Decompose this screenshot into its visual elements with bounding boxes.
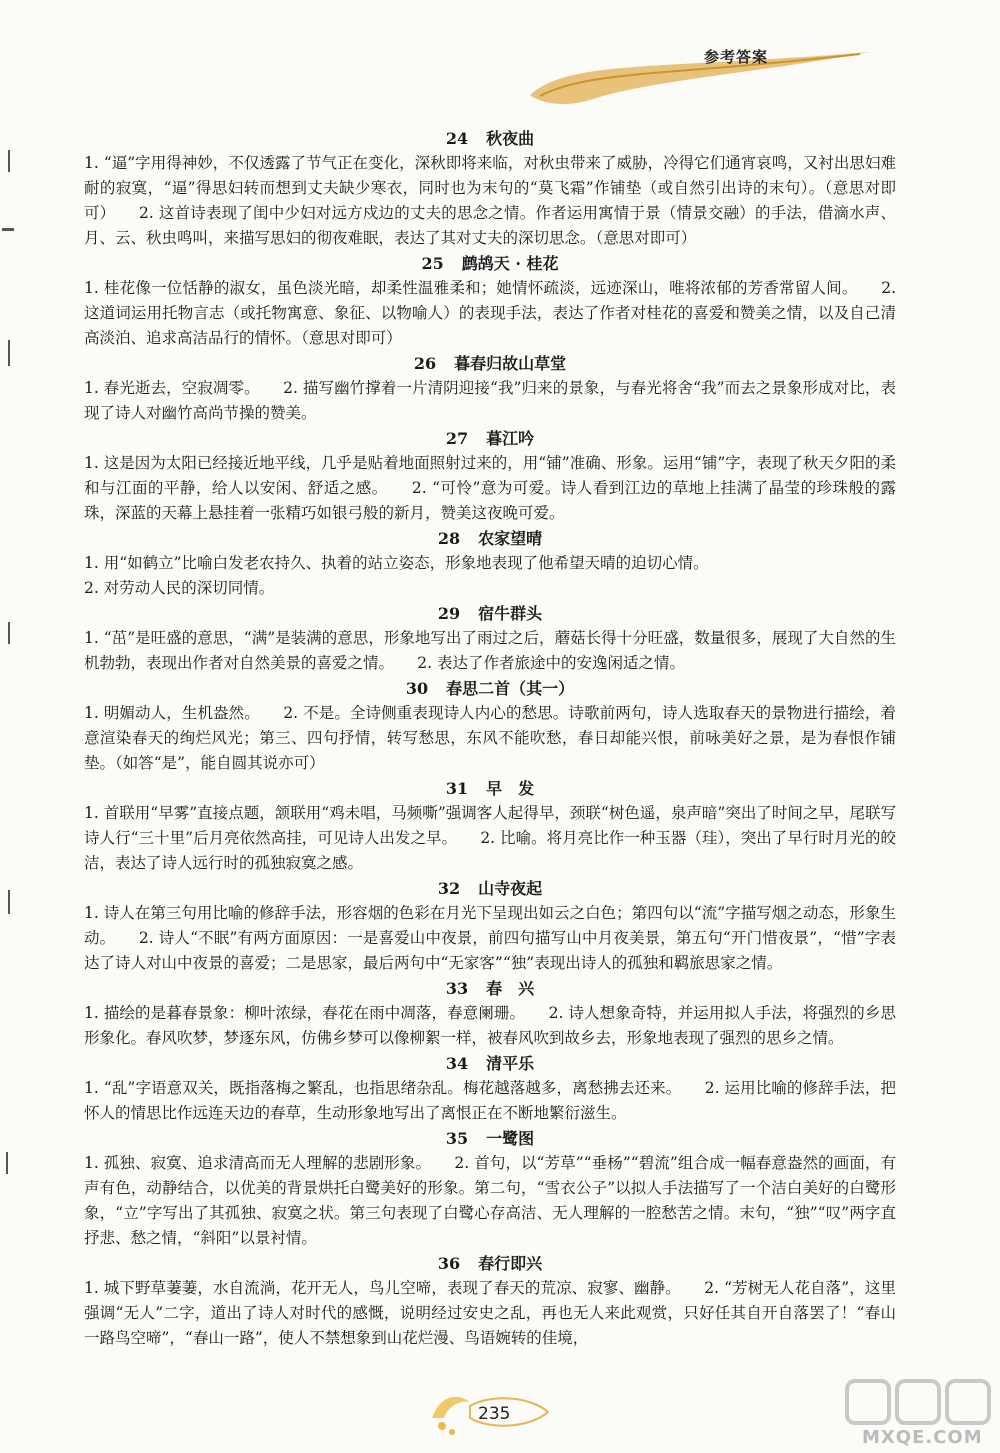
section-title bbox=[84, 601, 896, 626]
section-number: 35 bbox=[445, 1129, 469, 1148]
section-number: 30 bbox=[405, 679, 429, 698]
section-title-text: 山寺夜起 bbox=[478, 879, 543, 898]
section-title bbox=[84, 776, 896, 801]
section-number: 25 bbox=[421, 254, 444, 273]
section-title bbox=[84, 676, 896, 701]
section-title-text: 暮江吟 bbox=[486, 429, 535, 448]
header-swoosh-decoration bbox=[530, 40, 870, 110]
section-number: 32 bbox=[437, 879, 461, 898]
section-title bbox=[84, 1126, 896, 1151]
section-title-text: 一鹭图 bbox=[486, 1129, 535, 1148]
section-title-text: 早 发 bbox=[486, 779, 535, 798]
section-title bbox=[84, 1051, 896, 1076]
section-title bbox=[84, 426, 896, 451]
answer-paragraph: 2. 对劳动人民的深切同情。 bbox=[84, 579, 275, 597]
answer-paragraph: 1. 明媚动人，生机盎然。 2. 不是。全诗侧重表现诗人内心的愁思。诗歌前两句，诗人选取春天的景物进行描绘，着意渲染春天的绚烂风光；第三、四句抒情，转写愁思，东风不能吹愁，春日却能兴恨，前咏美好之景，是为春恨作铺垫。（如答“是”，能自圆其说亦可） bbox=[84, 704, 896, 772]
section-title bbox=[84, 526, 896, 551]
section-title-text: 春思二首（其一） bbox=[446, 679, 575, 698]
section-number: 28 bbox=[437, 529, 461, 548]
section-title bbox=[84, 126, 896, 151]
watermark-text: MXQE.COM bbox=[862, 1427, 983, 1448]
section-title-text: 鹧鸪天 · 桂花 bbox=[461, 254, 559, 273]
section-number: 31 bbox=[445, 779, 469, 798]
section-title-text: 暮春归故山草堂 bbox=[454, 354, 567, 373]
section-number: 26 bbox=[413, 354, 437, 373]
page-number: 235 bbox=[478, 1404, 511, 1424]
section-number: 24 bbox=[445, 129, 469, 148]
answer-paragraph: 1. “逼”字用得神妙，不仅透露了节气正在变化，深秋即将来临，对秋虫带来了威胁，冷得它们通宵哀鸣，又衬出思妇难耐的寂寞，“逼”得思妇转而想到丈夫缺少寒衣，同时也为末句的“莫飞霜”作铺垫（或自然引出诗的末句）。（意思对即可） 2. 这首诗表现了闺中少妇对远方戍边的丈夫的思念之情。作者运用寓情于景（情景交融）的手法，借滴水声、月、云、秋虫鸣叫，来描写思妇的彻夜难眠，表达了其对丈夫的深切思念。（意思对即可） bbox=[84, 154, 896, 247]
section-title bbox=[84, 1251, 896, 1276]
section-number: 27 bbox=[445, 429, 469, 448]
section-title-text: 农家望晴 bbox=[478, 529, 543, 548]
section-title-text: 秋夜曲 bbox=[486, 129, 535, 148]
answer-paragraph: 1. 城下野草萋萋，水自流淌，花开无人，鸟儿空啼，表现了春天的荒凉、寂寥、幽静。 2. “芳树无人花自落”，这里强调“无人”二字，道出了诗人对时代的感慨，说明经过安史之乱，再也无人来此观赏，只好任其自开自落罢了！“春山一路鸟空啼”，“春山一路”，使人不禁想象到山花烂漫、鸟语婉转的佳境， bbox=[84, 1279, 896, 1347]
answer-paragraph: 1. 这是因为太阳已经接近地平线，几乎是贴着地面照射过来的，用“铺”准确、形象。运用“铺”字，表现了秋天夕阳的柔和与江面的平静，给人以安闲、舒适之感。 2. “可怜”意为可爱。诗人看到江边的草地上挂满了晶莹的珍珠般的露珠，深蓝的天幕上悬挂着一张精巧如银弓般的新月，赞美这夜晚可爱。 bbox=[84, 454, 896, 522]
section-title-text: 清平乐 bbox=[486, 1054, 535, 1073]
margin-tick bbox=[8, 890, 10, 914]
section-title-text: 春 兴 bbox=[486, 979, 535, 998]
section-title bbox=[84, 351, 896, 376]
answer-paragraph: 1. “茁”是旺盛的意思，“满”是装满的意思，形象地写出了雨过之后，蘑菇长得十分旺盛，数量很多，展现了大自然的生机勃勃，表现出作者对自然美景的喜爱之情。 2. 表达了作者旅途中的安逸闲适之情。 bbox=[84, 629, 896, 672]
header-label: 参考答案 bbox=[704, 48, 769, 66]
section-title-text: 宿牛群头 bbox=[478, 604, 543, 623]
answer-paragraph: 1. 春光逝去，空寂凋零。 2. 描写幽竹撑着一片清阴迎接“我”归来的景象，与春光将舍“我”而去之景象形成对比，表现了诗人对幽竹高尚节操的赞美。 bbox=[84, 379, 896, 422]
answer-paragraph: 1. 桂花像一位恬静的淑女，虽色淡光暗，却柔性温雅柔和；她情怀疏淡，远迹深山，唯将浓郁的芳香常留人间。 2. 这道词运用托物言志（或托物寓意、象征、以物喻人）的表现手法，表达了作者对桂花的喜爱和赞美之情，以及自己清高淡泊、追求高洁品行的情怀。（意思对即可） bbox=[84, 279, 901, 347]
answer-paragraph: 1. “乱”字语意双关，既指落梅之繁乱，也指思绪杂乱。梅花越落越多，离愁拂去还来。 2. 运用比喻的修辞手法，把怀人的情思比作远连天边的春草，生动形象地写出了离恨正在不断地繁衍滋生。 bbox=[84, 1079, 896, 1122]
section-title bbox=[84, 976, 896, 1001]
margin-tick bbox=[2, 228, 14, 231]
answer-paragraph: 1. 用“如鹤立”比喻白发老农持久、执着的站立姿态，形象地表现了他希望天晴的迫切心情。 bbox=[84, 554, 709, 572]
margin-tick bbox=[8, 340, 10, 366]
answer-content bbox=[84, 126, 901, 1351]
section-number: 34 bbox=[445, 1054, 469, 1073]
answer-paragraph: 1. 孤独、寂寞、追求清高而无人理解的悲剧形象。 2. 首句，以“芳草”“垂杨”“碧流”组合成一幅春意盎然的画面，有声有色，动静结合，以优美的背景烘托白鹭美好的形象。第二句，“雪衣公子”以拟人手法描写了一个洁白美好的白鹭形象，“立”字写出了其孤独、寂寞之状。第三句表现了白鹭心存高洁、无人理解的一腔愁苦之情。末句，“独”“叹”两字直抒悲、愁之情，“斜阳”以景衬情。 bbox=[84, 1154, 896, 1247]
margin-tick bbox=[8, 622, 10, 644]
answer-paragraph: 1. 诗人在第三句用比喻的修辞手法，形容烟的色彩在月光下呈现出如云之白色；第四句以“流”字描写烟之动态，形象生动。 2. 诗人“不眠”有两方面原因：一是喜爱山中夜景，前四句描写山中月夜美景，第五句“开门惜夜景”，“惜”字表达了诗人对山中夜景的喜爱；二是思家，最后两句中“无家客”“独”表现出诗人的孤独和羁旅思家之情。 bbox=[84, 904, 896, 972]
section-title bbox=[84, 876, 896, 901]
answer-paragraph: 1. 描绘的是暮春景象：柳叶浓绿，春花在雨中凋落，春意阑珊。 2. 诗人想象奇特，并运用拟人手法，将强烈的乡思形象化。春风吹梦，梦逐东风，仿佛乡梦可以像柳絮一样，被春风吹到故乡去，形象地表现了强烈的思乡之情。 bbox=[84, 1004, 896, 1047]
answer-paragraph: 1. 首联用“早雾”直接点题，颔联用“鸡未唱，马频嘶”强调客人起得早，颈联“树色遥，泉声暗”突出了时间之早，尾联写诗人行“三十里”后月亮依然高挂，可见诗人出发之早。 2. 比喻。将月亮比作一种玉器（珪），突出了早行时月光的皎洁，表达了诗人远行时的孤独寂寞之感。 bbox=[84, 804, 896, 872]
margin-tick bbox=[8, 150, 10, 172]
section-title bbox=[84, 251, 896, 276]
section-number: 36 bbox=[437, 1254, 461, 1273]
margin-tick bbox=[6, 1152, 8, 1174]
section-title-text: 春行即兴 bbox=[478, 1254, 543, 1273]
section-number: 29 bbox=[437, 604, 461, 623]
section-number: 33 bbox=[445, 979, 469, 998]
